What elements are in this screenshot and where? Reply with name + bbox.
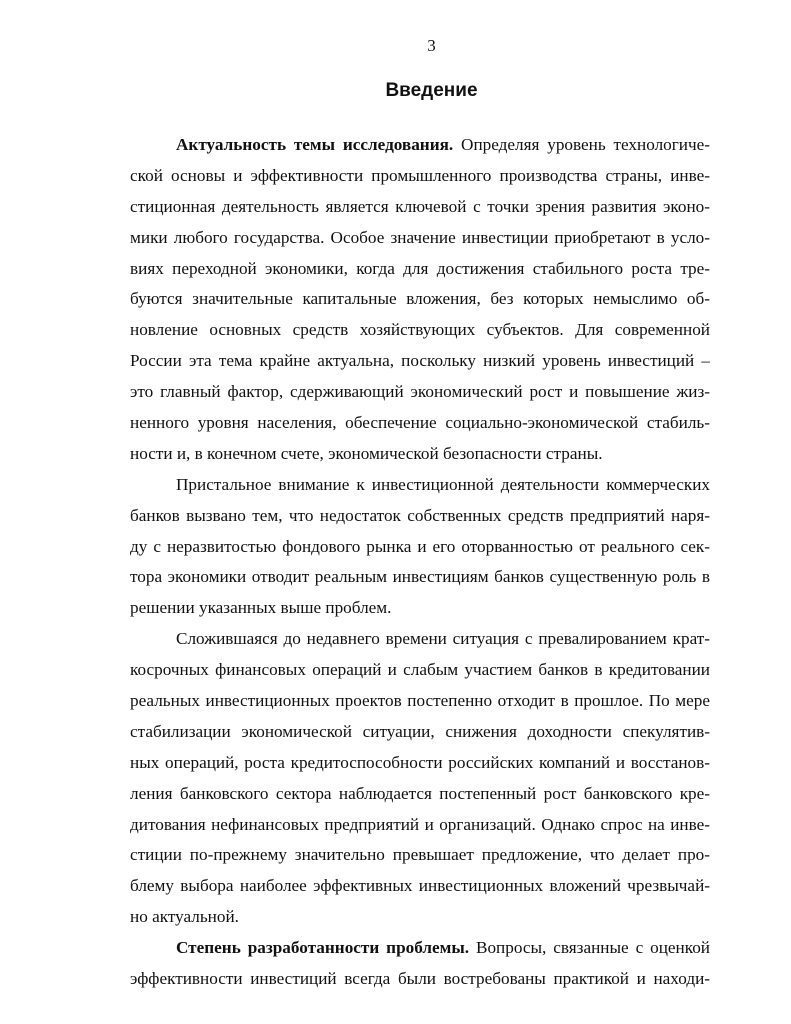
paragraph-line: решении указанных выше проблем.: [130, 598, 392, 618]
paragraph-line: ных операций, роста кредитоспособности российских компаний и восстанов-: [130, 752, 710, 772]
paragraph-line: России эта тема крайне актуальна, поскольку низкий уровень инвестиций –: [130, 351, 710, 371]
body-text: [130, 130, 710, 995]
paragraph-line: реальных инвестиционных проектов постепенно отходит в прошлое. По мере: [130, 691, 710, 711]
section-heading: Актуальность темы исследования.: [176, 135, 454, 154]
paragraph-line: дитования нефинансовых предприятий и организаций. Однако спрос на инве-: [130, 814, 710, 834]
paragraph-line: эффективности инвестиций всегда были востребованы практикой и находи-: [130, 969, 710, 989]
paragraph-line: банков вызвано тем, что недостаток собственных средств предприятий наря-: [130, 505, 710, 525]
paragraph-line: ности и, в конечном счете, экономической безопасности страны.: [130, 443, 603, 463]
paragraph-line: стабилизации экономической ситуации, снижения доходности спекулятив-: [130, 721, 710, 741]
section-heading: Степень разработанности проблемы.: [176, 938, 470, 958]
paragraph-line: Актуальность темы исследования. Определяя уровень технологиче-: [176, 135, 710, 154]
paragraph-line: ненного уровня населения, обеспечение социально-экономической стабиль-: [130, 413, 710, 433]
paragraph-line: Степень разработанности проблемы. Вопросы, связанные с оценкой: [176, 938, 711, 958]
page-title: Введение: [385, 80, 478, 101]
paragraph-line: новление основных средств хозяйствующих субъектов. Для современной: [130, 320, 710, 340]
paragraph-line: буются значительные капитальные вложения, без которых немыслимо об-: [130, 289, 710, 309]
paragraph-line: но актуальной.: [130, 907, 239, 927]
paragraph-line: Пристальное внимание к инвестиционной деятельности коммерческих: [176, 474, 710, 494]
paragraph-line: Сложившаяся до недавнего времени ситуация с превалированием крат-: [176, 629, 710, 649]
paragraph-line: ду с неразвитостью фондового рынка и его оторванностью от реального сек-: [130, 536, 710, 556]
paragraph-line: тора экономики отводит реальным инвестициям банков существенную роль в: [130, 567, 710, 587]
page-number: 3: [427, 36, 436, 55]
paragraph-line: блему выбора наиболее эффективных инвестиционных вложений чрезвычай-: [130, 876, 710, 896]
paragraph-line: ской основы и эффективности промышленного производства страны, инве-: [130, 165, 710, 185]
paragraph-line: стиции по-прежнему значительно превышает предложение, что делает про-: [130, 845, 710, 865]
paragraph-line: мики любого государства. Особое значение инвестиции приобретают в усло-: [130, 227, 710, 247]
paragraph-line: виях переходной экономики, когда для достижения стабильного роста тре-: [130, 258, 710, 278]
paragraph-line: стиционная деятельность является ключевой с точки зрения развития эконо-: [130, 196, 710, 216]
paragraph-line: это главный фактор, сдерживающий экономический рост и повышение жиз-: [130, 382, 710, 402]
paragraph-line: косрочных финансовых операций и слабым участием банков в кредитовании: [130, 660, 710, 680]
paragraph-line: ления банковского сектора наблюдается постепенный рост банковского кре-: [130, 783, 710, 803]
